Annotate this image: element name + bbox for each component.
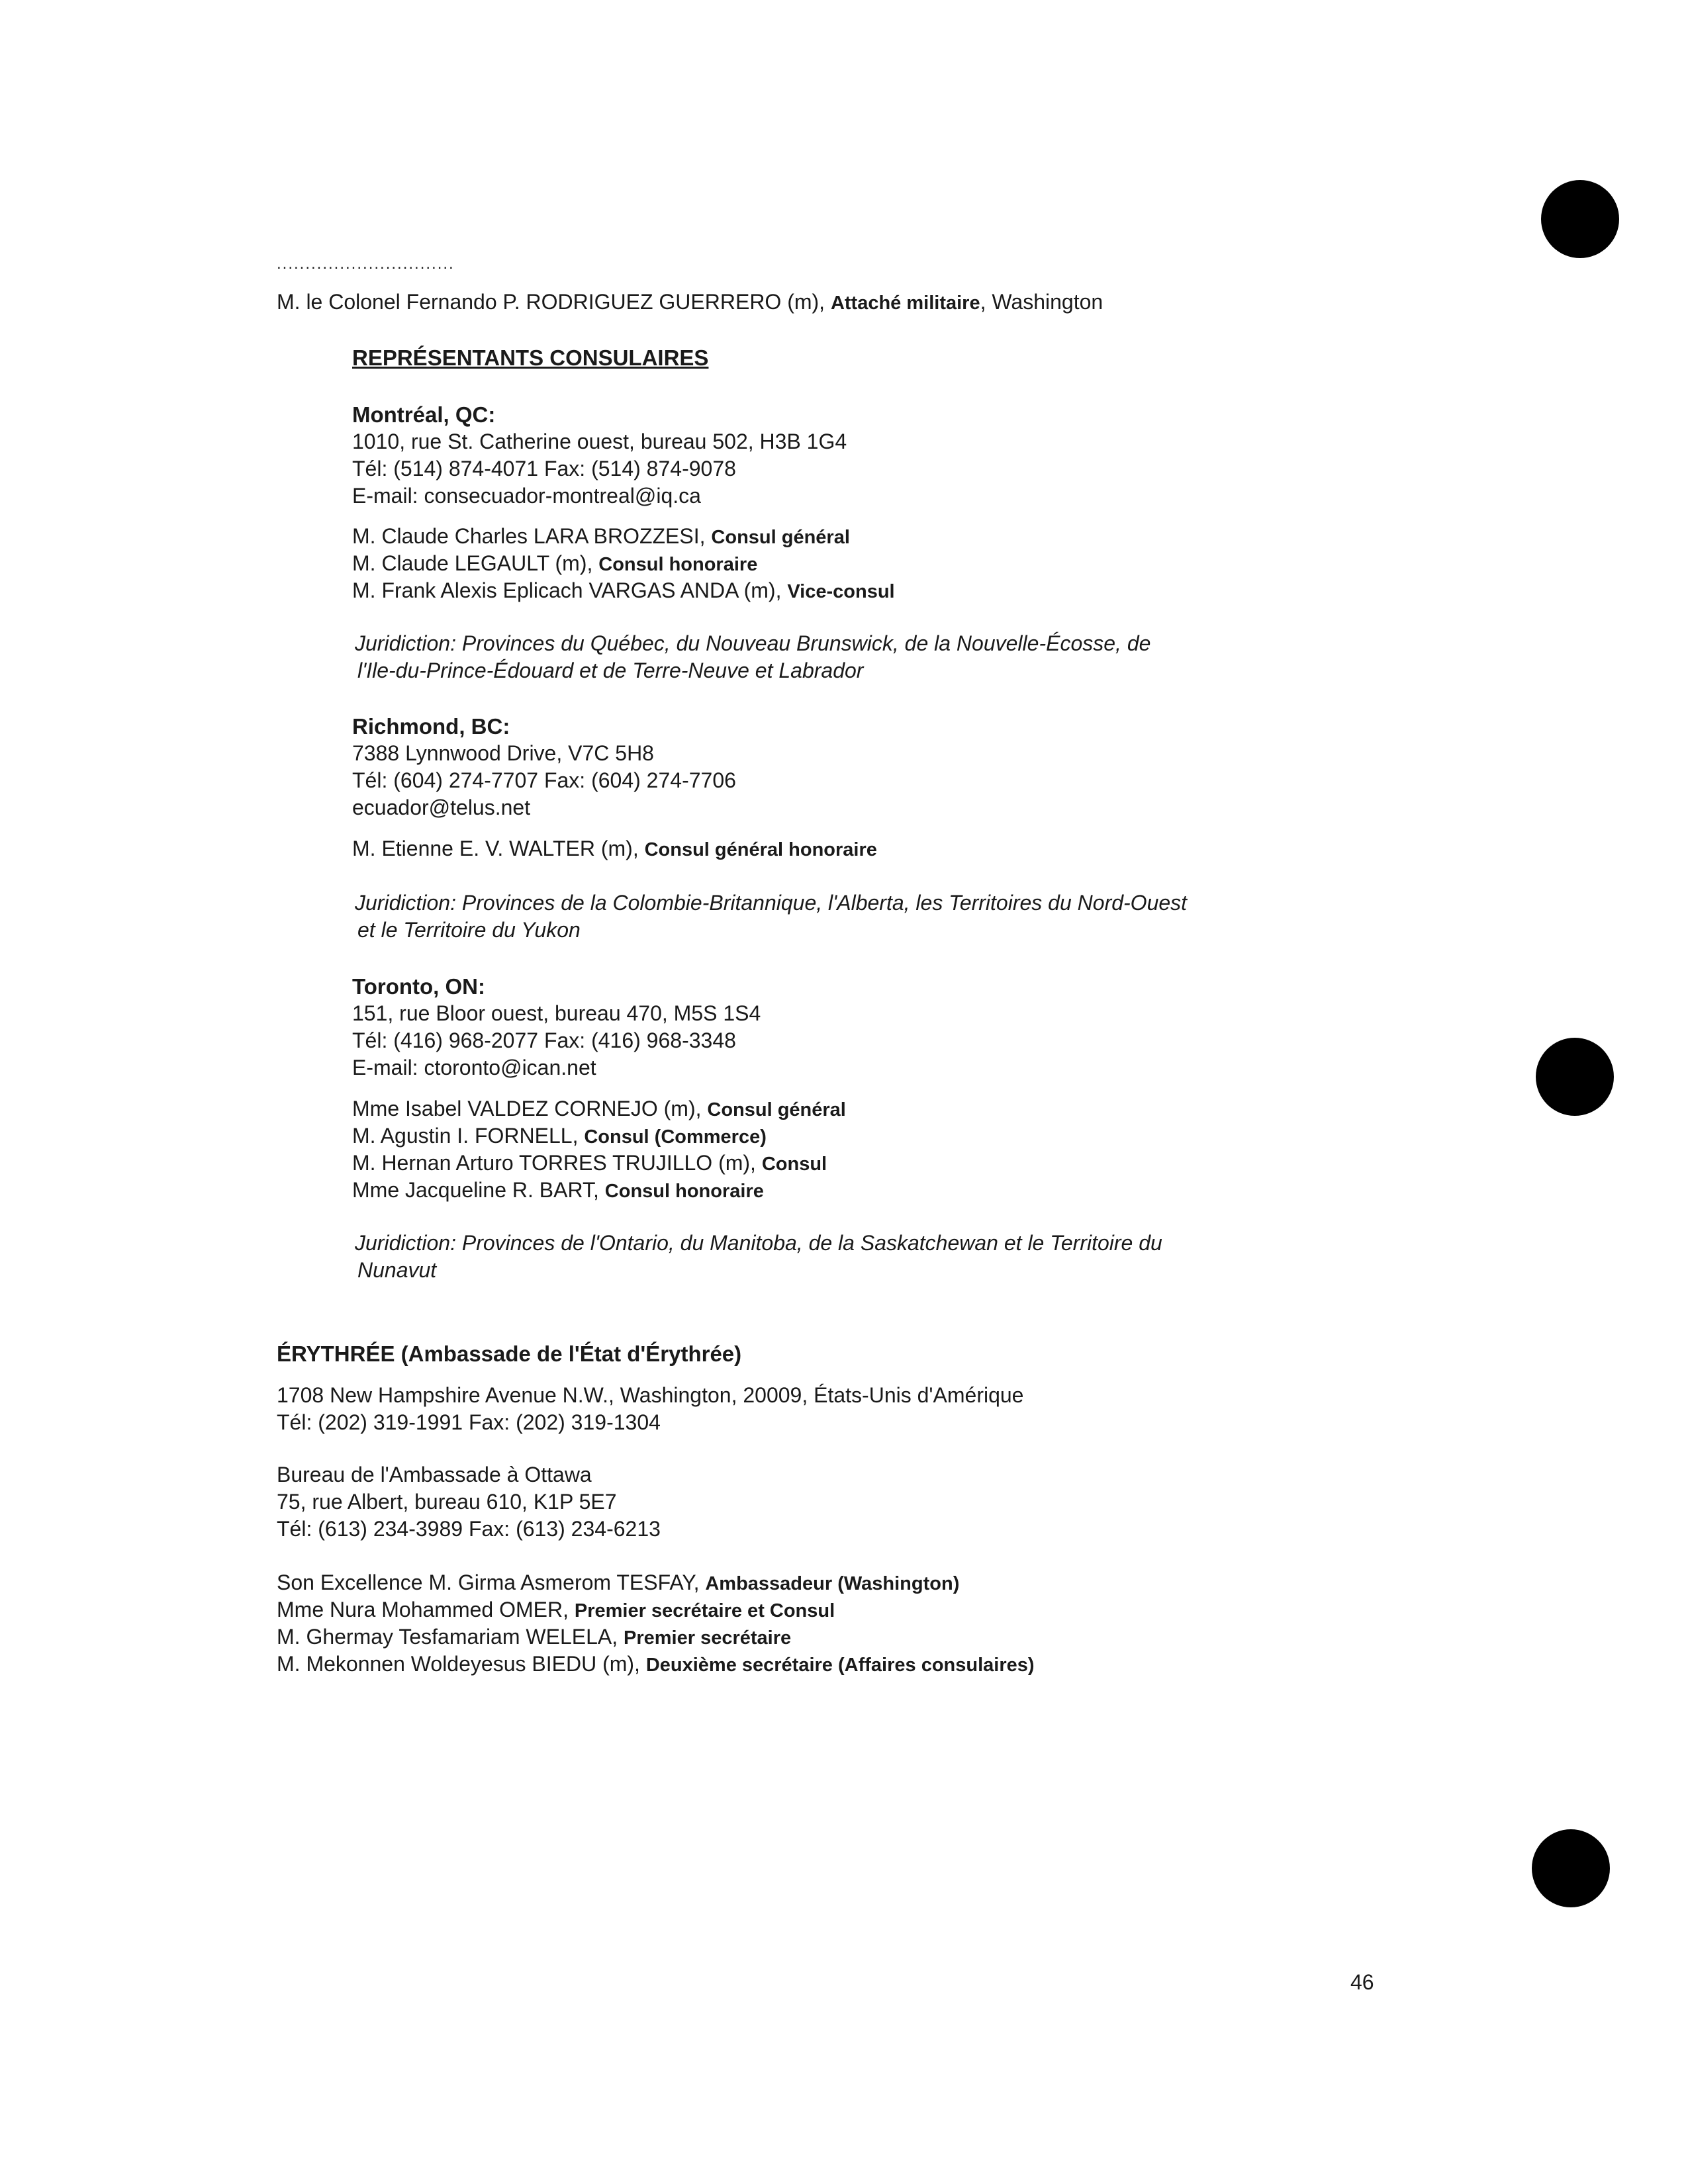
- staff-name: M. Ghermay Tesfamariam WELELA,: [277, 1625, 624, 1649]
- staff-title: Consul honoraire: [604, 1181, 764, 1202]
- staff-name: Mme Jacqueline R. BART,: [352, 1178, 605, 1202]
- office-address-line: 151, rue Bloor ouest, bureau 470, M5S 1S4: [352, 1001, 761, 1025]
- office-address-line: 75, rue Albert, bureau 610, K1P 5E7: [277, 1490, 617, 1514]
- staff-line: [352, 523, 850, 551]
- staff-name: Mme Nura Mohammed OMER,: [277, 1598, 575, 1621]
- punch-hole: [1541, 180, 1619, 258]
- staff-name: M. Etienne E. V. WALTER (m),: [352, 837, 645, 860]
- staff-name: Mme Isabel VALDEZ CORNEJO (m),: [352, 1097, 708, 1120]
- office-address-line: Bureau de l'Ambassade à Ottawa: [277, 1463, 592, 1486]
- jurisdiction-line: et le Territoire du Yukon: [357, 918, 581, 942]
- staff-title: Consul: [761, 1154, 827, 1175]
- office-address-line: 1010, rue St. Catherine ouest, bureau 502, H3B 1G4: [352, 430, 847, 453]
- staff-line: [352, 835, 877, 864]
- staff-title: Premier secrétaire: [624, 1627, 792, 1649]
- embassy-address-line: 1708 New Hampshire Avenue N.W., Washington, 20009, États-Unis d'Amérique: [277, 1383, 1024, 1407]
- office-city: Montréal, QC:: [352, 402, 496, 427]
- punch-hole: [1532, 1829, 1610, 1907]
- staff-line: [352, 1177, 764, 1205]
- office-address-line: Tél: (514) 874-4071 Fax: (514) 874-9078: [352, 457, 736, 480]
- staff-title: Consul général: [707, 1099, 846, 1120]
- office-address-line: Tél: (613) 234-3989 Fax: (613) 234-6213: [277, 1517, 661, 1541]
- office-city: Toronto, ON:: [352, 974, 485, 999]
- jurisdiction-line: Juridiction: Provinces du Québec, du Nouveau Brunswick, de la Nouvelle-Écosse, de: [355, 631, 1151, 655]
- staff-name: M. le Colonel Fernando P. RODRIGUEZ GUERRERO (m),: [277, 290, 831, 314]
- staff-line: [352, 1150, 827, 1178]
- staff-name: M. Claude Charles LARA BROZZESI,: [352, 524, 712, 548]
- office-address-line: Tél: (416) 968-2077 Fax: (416) 968-3348: [352, 1028, 736, 1052]
- staff-line: [352, 1095, 846, 1124]
- country-heading: ÉRYTHRÉE (Ambassade de l'État d'Érythrée): [277, 1342, 742, 1366]
- section-heading-consular: REPRÉSENTANTS CONSULAIRES: [352, 345, 709, 370]
- staff-title: Ambassadeur (Washington): [705, 1573, 960, 1594]
- office-address-line: E-mail: ctoronto@ican.net: [352, 1056, 596, 1079]
- staff-line: [352, 577, 895, 606]
- staff-title: Consul général: [711, 527, 850, 548]
- staff-title: Vice-consul: [787, 581, 895, 602]
- staff-title: Attaché militaire: [830, 293, 980, 314]
- embassy-address-line: Tél: (202) 319-1991 Fax: (202) 319-1304: [277, 1410, 661, 1434]
- office-address-line: Tél: (604) 274-7707 Fax: (604) 274-7706: [352, 768, 736, 792]
- staff-name: M. Agustin I. FORNELL,: [352, 1124, 585, 1148]
- office-address-line: ecuador@telus.net: [352, 796, 531, 819]
- office-city: Richmond, BC:: [352, 714, 510, 739]
- staff-title: Consul (Commerce): [584, 1126, 767, 1148]
- staff-name: Son Excellence M. Girma Asmerom TESFAY,: [277, 1570, 706, 1594]
- staff-line: [277, 1623, 791, 1652]
- staff-name: M. Claude LEGAULT (m),: [352, 551, 599, 575]
- punch-hole: [1536, 1038, 1614, 1116]
- office-address-line: 7388 Lynnwood Drive, V7C 5H8: [352, 741, 654, 765]
- staff-name: M. Hernan Arturo TORRES TRUJILLO (m),: [352, 1151, 762, 1175]
- staff-location: , Washington: [980, 290, 1103, 314]
- staff-line: [277, 1596, 835, 1625]
- staff-title: Premier secrétaire et Consul: [574, 1600, 835, 1621]
- jurisdiction-line: Nunavut: [357, 1258, 437, 1282]
- staff-line: [352, 550, 757, 578]
- jurisdiction-line: l'Ile-du-Prince-Édouard et de Terre-Neuve et Labrador: [357, 659, 864, 682]
- staff-line: [277, 1651, 1035, 1679]
- dotted-separator: ...............................: [277, 255, 455, 273]
- office-address-line: E-mail: consecuador-montreal@iq.ca: [352, 484, 701, 508]
- staff-title: Consul général honoraire: [644, 839, 877, 860]
- attache-line: [277, 289, 1103, 317]
- staff-line: [277, 1569, 959, 1598]
- staff-title: Consul honoraire: [598, 554, 758, 575]
- staff-line: [352, 1122, 767, 1151]
- jurisdiction-line: Juridiction: Provinces de l'Ontario, du Manitoba, de la Saskatchewan et le Territoire du: [355, 1231, 1162, 1255]
- staff-name: M. Frank Alexis Eplicach VARGAS ANDA (m),: [352, 578, 788, 602]
- jurisdiction-line: Juridiction: Provinces de la Colombie-Britannique, l'Alberta, les Territoires du Nord-Ouest: [355, 891, 1188, 915]
- staff-title: Deuxième secrétaire (Affaires consulaires): [645, 1655, 1035, 1676]
- staff-name: M. Mekonnen Woldeyesus BIEDU (m),: [277, 1652, 646, 1676]
- page-number: 46: [1350, 1970, 1374, 1994]
